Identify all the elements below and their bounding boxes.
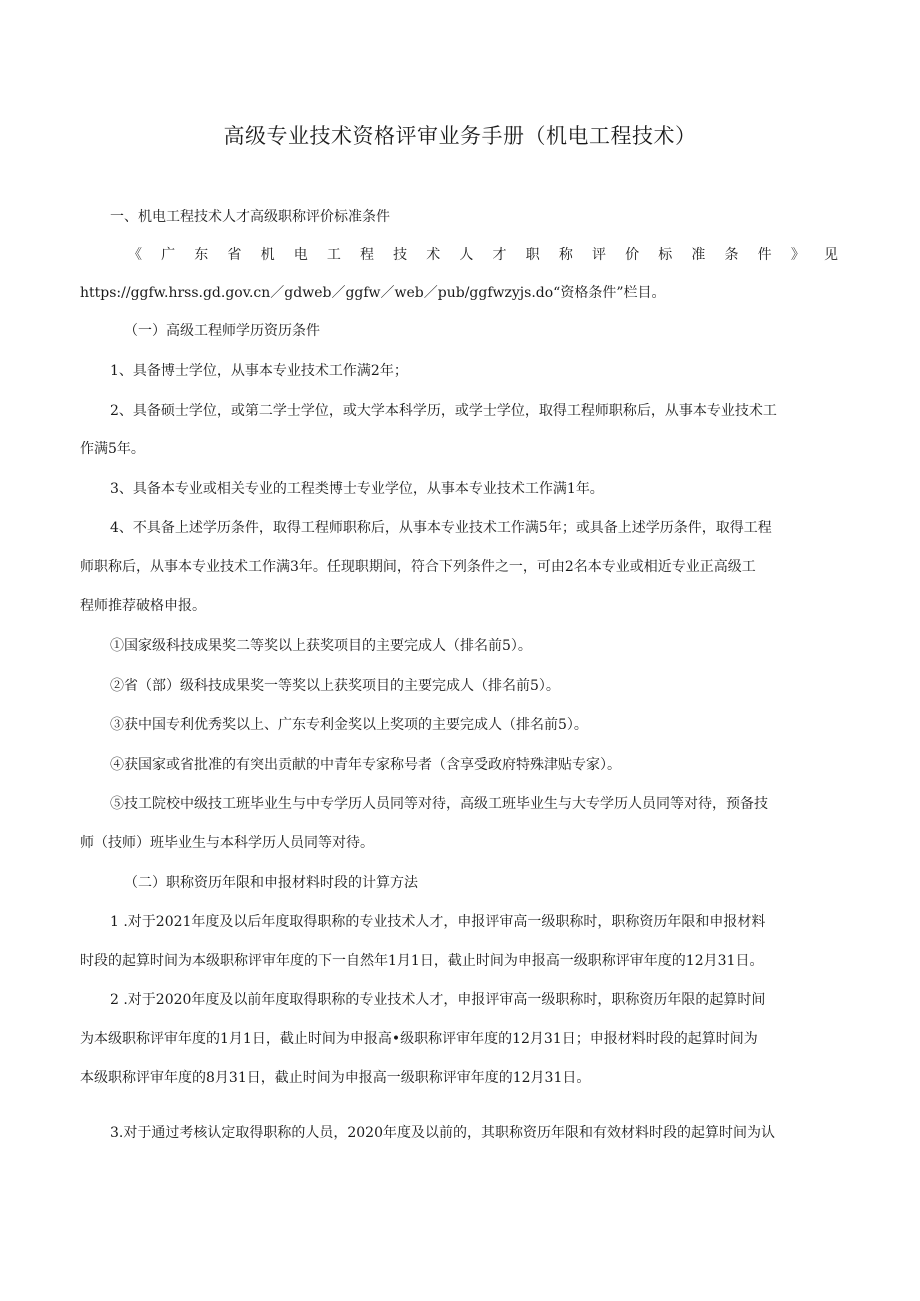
reference-char: 职 bbox=[525, 247, 540, 263]
reference-char: 称 bbox=[558, 247, 573, 263]
calculation-item-2-line-1: 2 .对于2020年度及以前年度取得职称的专业技术人才，申报评审高一级职称时，职称资历年限的起算时间 bbox=[110, 992, 766, 1008]
section-heading-criteria: 一、机电工程技术人才高级职称评价标准条件 bbox=[110, 209, 390, 225]
reference-char: 程 bbox=[359, 247, 374, 263]
reference-char: 准 bbox=[691, 247, 706, 263]
document-title: 高级专业技术资格评审业务手册（机电工程技术） bbox=[223, 124, 697, 148]
condition-item-4-line-3: 程师推荐破格申报。 bbox=[80, 598, 206, 614]
reference-url: https://ggfw.hrss.gd.gov.cn／gdweb／ggfw／web／pub/ggfwzyjs.do“资格条件”栏目。 bbox=[80, 285, 666, 301]
reference-char: 才 bbox=[492, 247, 507, 263]
reference-line bbox=[128, 245, 838, 265]
calculation-item-2-line-2: 为本级职称评审年度的1月1日，截止时间为申报高•级职称评审年度的12月31日；申报材料时段的起算时间为 bbox=[80, 1031, 758, 1047]
reference-char: 条 bbox=[724, 247, 739, 263]
reference-char: 人 bbox=[459, 247, 474, 263]
reference-char: 术 bbox=[426, 247, 441, 263]
calculation-item-1-line-2: 时段的起算时间为本级职称评审年度的下一自然年1月1日，截止时间为申报高一级职称评审年度的12月31日。 bbox=[80, 953, 764, 969]
reference-char: 》 bbox=[790, 247, 805, 263]
reference-char: 东 bbox=[194, 247, 209, 263]
condition-item-2-line-1: 2、具备硕士学位，或第二学士学位，或大学本科学历，或学士学位，取得工程师职称后，从事本专业技术工 bbox=[110, 403, 777, 419]
reference-char: 广 bbox=[161, 247, 176, 263]
reference-char: 电 bbox=[293, 247, 308, 263]
subsection-heading-qualifications: （一）高级工程师学历资历条件 bbox=[124, 323, 320, 339]
exception-item-5-line-1: ⑤技工院校中级技工班毕业生与中专学历人员同等对待，高级工班毕业生与大专学历人员同等对待，预备技 bbox=[110, 796, 768, 812]
reference-char: 技 bbox=[393, 247, 408, 263]
reference-char: 《 bbox=[128, 247, 142, 263]
reference-char: 件 bbox=[757, 247, 772, 263]
calculation-item-3-line-1: 3.对于通过考核认定取得职称的人员，2020年度及以前的，其职称资历年限和有效材料时段的起算时间为认 bbox=[110, 1125, 775, 1141]
condition-item-1: 1、具备博士学位，从事本专业技术工作满2年； bbox=[110, 363, 408, 379]
exception-item-5-line-2: 师（技师）班毕业生与本科学历人员同等对待。 bbox=[80, 835, 374, 851]
reference-char: 评 bbox=[591, 247, 606, 263]
condition-item-4-line-2: 师职称后，从事本专业技术工作满3年。任现职期间，符合下列条件之一，可由2名本专业或相近专业正高级工 bbox=[80, 559, 756, 575]
condition-item-2-line-2: 作满5年。 bbox=[80, 441, 145, 457]
reference-char: 省 bbox=[227, 247, 242, 263]
reference-char: 机 bbox=[260, 247, 275, 263]
exception-item-1: ①国家级科技成果奖二等奖以上获奖项目的主要完成人（排名前5）。 bbox=[110, 638, 532, 654]
reference-char: 价 bbox=[625, 247, 640, 263]
exception-item-2: ②省（部）级科技成果奖一等奖以上获奖项目的主要完成人（排名前5）。 bbox=[110, 678, 560, 694]
calculation-item-1-line-1: 1 .对于2021年度及以后年度取得职称的专业技术人才，申报评审高一级职称时，职称资历年限和申报材料 bbox=[110, 914, 766, 930]
condition-item-3: 3、具备本专业或相关专业的工程类博士专业学位，从事本专业技术工作满1年。 bbox=[110, 481, 604, 497]
condition-item-4-line-1: 4、不具备上述学历条件，取得工程师职称后，从事本专业技术工作满5年；或具备上述学历条件，取得工程 bbox=[110, 520, 772, 536]
exception-item-3: ③获中国专利优秀奖以上、广东专利金奖以上奖项的主要完成人（排名前5）。 bbox=[110, 717, 588, 733]
reference-char: 标 bbox=[658, 247, 673, 263]
reference-char: 见 bbox=[823, 247, 838, 263]
subsection-heading-calculation: （二）职称资历年限和申报材料时段的计算方法 bbox=[124, 875, 418, 891]
calculation-item-2-line-3: 本级职称评审年度的8月31日，截止时间为申报高一级职称评审年度的12月31日。 bbox=[80, 1070, 591, 1086]
exception-item-4: ④获国家或省批准的有突出贡献的中青年专家称号者（含享受政府特殊津贴专家）。 bbox=[110, 757, 621, 773]
reference-char: 工 bbox=[326, 247, 341, 263]
